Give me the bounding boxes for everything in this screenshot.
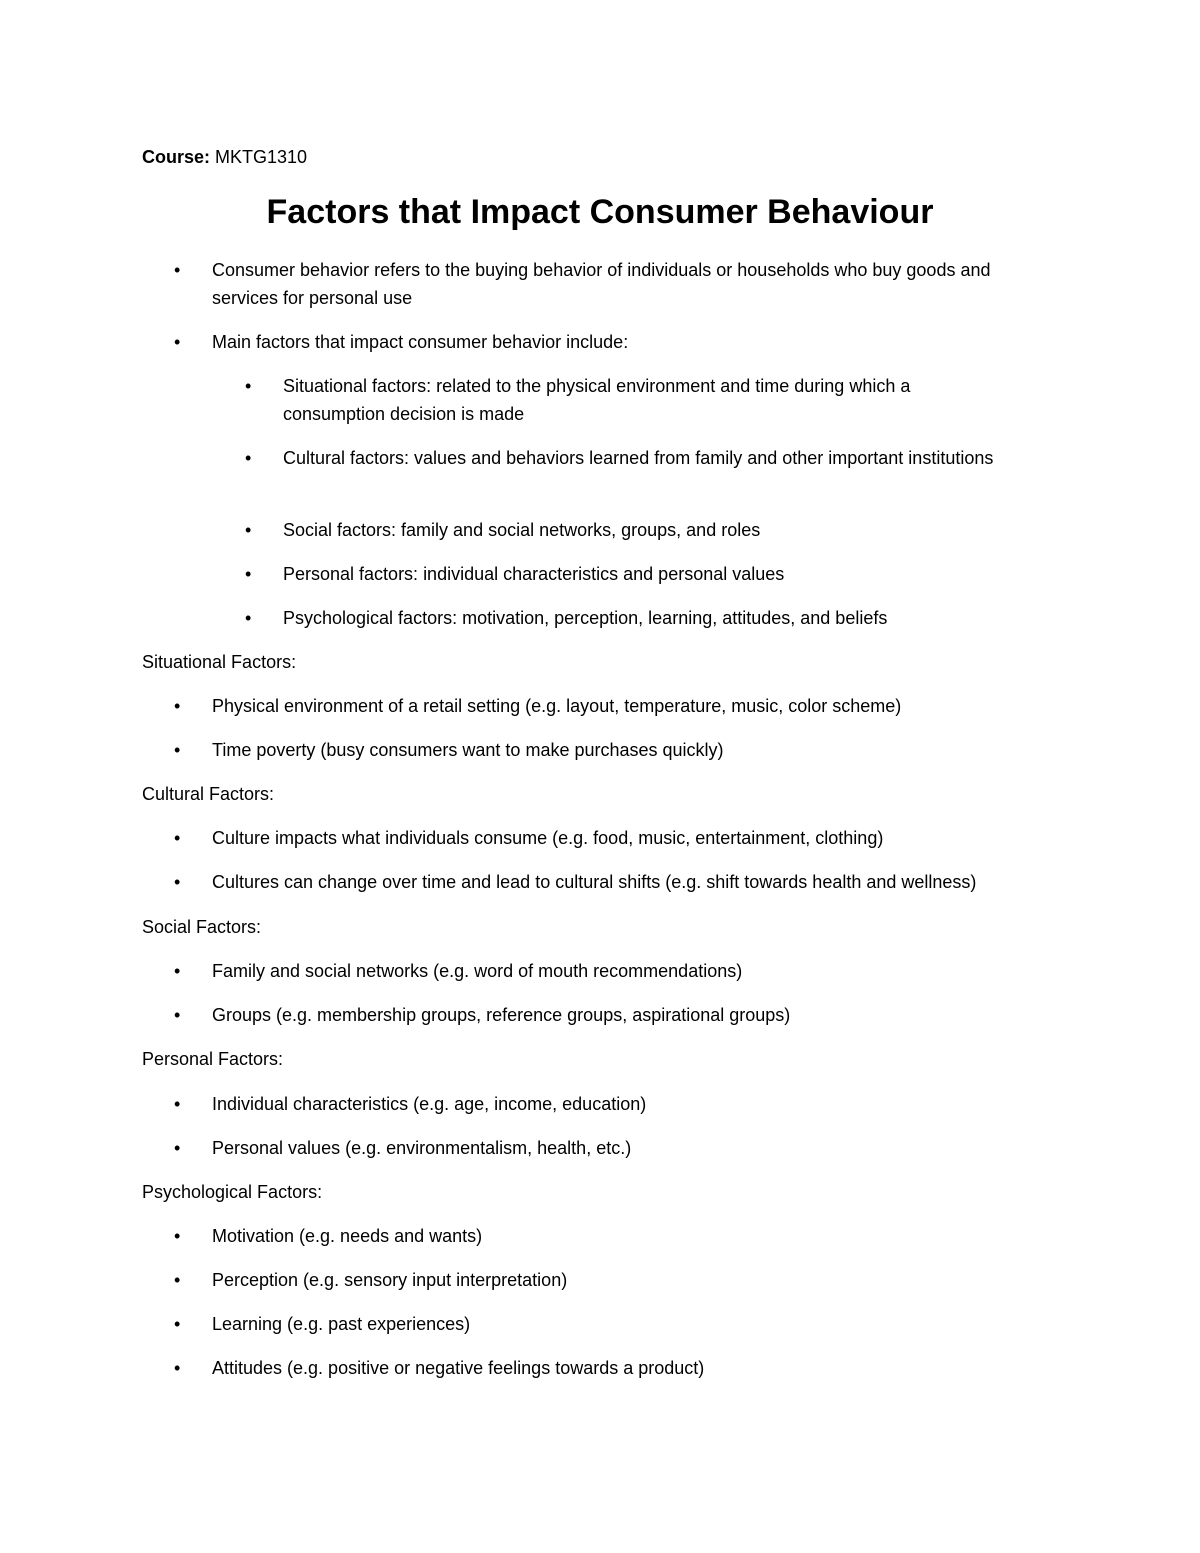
list-item-text: Time poverty (busy consumers want to make purchases quickly) <box>212 740 724 760</box>
list-item <box>174 957 1052 985</box>
list-item <box>174 328 1052 356</box>
list-item <box>174 1090 1052 1118</box>
bullet-icon: • <box>174 1270 181 1290</box>
sub-list-item <box>245 444 1003 472</box>
bullet-icon: • <box>174 1226 181 1246</box>
list-item <box>174 1310 1052 1338</box>
list-item-text: Individual characteristics (e.g. age, income, education) <box>212 1094 647 1114</box>
list-item-text: Cultures can change over time and lead to cultural shifts (e.g. shift towards health and wellness) <box>212 872 977 892</box>
list-item <box>174 692 1052 720</box>
list-item-text: Consumer behavior refers to the buying behavior of individuals or households who buy goods and services for personal use <box>212 260 991 308</box>
course-line <box>142 145 307 169</box>
course-label: Course: <box>142 147 211 167</box>
list-item-text: Social factors: family and social networks, groups, and roles <box>283 520 761 540</box>
bullet-icon: • <box>174 828 181 848</box>
list-item-text: Attitudes (e.g. positive or negative feelings towards a product) <box>212 1358 705 1378</box>
list-item <box>174 1134 1052 1162</box>
bullet-icon: • <box>245 376 252 396</box>
list-item-text: Physical environment of a retail setting (e.g. layout, temperature, music, color scheme) <box>212 696 902 716</box>
bullet-icon: • <box>245 520 252 540</box>
course-code: MKTG1310 <box>210 147 308 167</box>
bullet-icon: • <box>174 1138 181 1158</box>
list-item-text: Cultural factors: values and behaviors learned from family and other important institutions <box>283 448 994 468</box>
list-item-text: Personal factors: individual characteristics and personal values <box>283 564 785 584</box>
bullet-icon: • <box>174 740 181 760</box>
list-item-text: Family and social networks (e.g. word of mouth recommendations) <box>212 961 743 981</box>
list-item <box>174 1001 1052 1029</box>
bullet-icon: • <box>174 696 181 716</box>
list-item-text: Groups (e.g. membership groups, reference groups, aspirational groups) <box>212 1005 791 1025</box>
bullet-icon: • <box>174 961 181 981</box>
list-item <box>174 1266 1052 1294</box>
list-item-text: Personal values (e.g. environmentalism, health, etc.) <box>212 1138 632 1158</box>
list-item <box>174 1354 1052 1382</box>
section-heading-personal: Personal Factors: <box>142 1049 284 1069</box>
bullet-icon: • <box>174 260 181 280</box>
document-title: Factors that Impact Consumer Behaviour <box>266 193 934 231</box>
sub-list-item <box>245 604 1003 632</box>
section-heading-psychological: Psychological Factors: <box>142 1182 323 1202</box>
section-heading-situational: Situational Factors: <box>142 652 297 672</box>
bullet-icon: • <box>245 608 252 628</box>
section-heading-social: Social Factors: <box>142 917 262 937</box>
list-item-text: Learning (e.g. past experiences) <box>212 1314 471 1334</box>
bullet-icon: • <box>245 564 252 584</box>
bullet-icon: • <box>174 872 181 892</box>
list-item <box>174 868 1052 896</box>
list-item-text: Psychological factors: motivation, perception, learning, attitudes, and beliefs <box>283 608 888 628</box>
list-item-text: Culture impacts what individuals consume (e.g. food, music, entertainment, clothing) <box>212 828 884 848</box>
bullet-icon: • <box>174 1358 181 1378</box>
list-item <box>174 736 1052 764</box>
sub-list-item <box>245 560 1003 588</box>
list-item-text: Situational factors: related to the physical environment and time during which a consumption decision is made <box>283 376 911 424</box>
section-heading-cultural: Cultural Factors: <box>142 784 275 804</box>
bullet-icon: • <box>174 332 181 352</box>
list-item-text: Main factors that impact consumer behavior include: <box>212 332 629 352</box>
list-item-text: Motivation (e.g. needs and wants) <box>212 1226 483 1246</box>
bullet-icon: • <box>174 1005 181 1025</box>
list-item <box>174 256 1052 312</box>
list-item <box>174 824 1052 852</box>
list-item <box>174 1222 1052 1250</box>
bullet-icon: • <box>174 1094 181 1114</box>
list-item-text: Perception (e.g. sensory input interpretation) <box>212 1270 568 1290</box>
bullet-icon: • <box>245 448 252 468</box>
bullet-icon: • <box>174 1314 181 1334</box>
sub-list-item <box>245 372 1003 428</box>
sub-list-item <box>245 516 1003 544</box>
